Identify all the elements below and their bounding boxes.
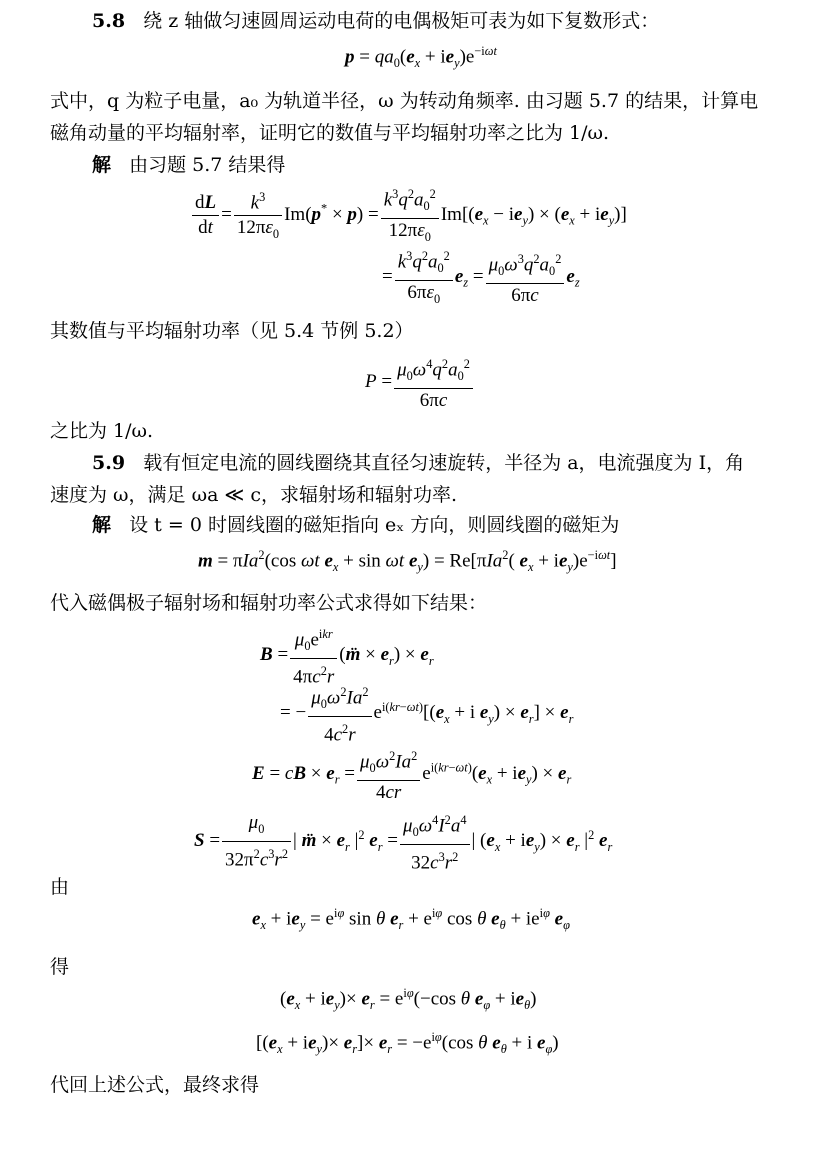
word-you: 由 xyxy=(50,876,70,898)
solution-text: 设 t = 0 时圆线圈的磁矩指向 eₓ 方向，则圆线圈的磁矩为 xyxy=(129,514,620,536)
solution-label: 解 xyxy=(92,514,112,536)
equation-B-line2: = − $\frac{\mu_0\omega^2Ia^2}{4c^2r}$ $e^{i(kr-\omega t)}[(e_x + i$ $e_y) \times e_r] \times e_r$ xyxy=(280,680,573,747)
solution-intro xyxy=(92,512,619,538)
problem-number: 5.8 xyxy=(92,10,126,32)
problem-5-8-statement-line1 xyxy=(92,8,659,34)
equation-E: E = cB × $e_r$ = $\frac{\mu_0\omega^2Ia^2}{4cr}$ $e^{i(kr-\omega t)}(e_x + ie_y) \times e_r$ xyxy=(252,744,571,805)
statement-line3: 代入磁偶极子辐射场和辐射功率公式求得如下结果： xyxy=(50,592,488,614)
statement-line5: 之比为 1/ω. xyxy=(50,420,154,442)
equation-cross-product-1: $(e_x + ie_y)\times e_r = e^{i\varphi}(-\cos$ θ $e_\varphi + ie_\theta$) xyxy=(280,986,537,1013)
equation-cross-product-2: $[(e_x + ie_y)\times e_r]\times e_r = -e^{i\varphi}(\cos$ θ $e_\theta + i$ $e_\varphi$) xyxy=(256,1030,559,1057)
statement-line2: 式中，q 为粒子电量，a₀ 为轨道半径，ω 为转动角频率. 由习题 5.7 的结果，计算电 xyxy=(50,90,759,112)
equation-decomposition: $e_x + ie_y = e^{i\varphi}$ sin θ $e_r + e^{i\varphi}$ cos θ $e_\theta + ie^{i\varphi}$ $e_\varphi$ xyxy=(252,906,570,933)
equation-m: m = πIa$^2$(cos ωt $e_x + \sin \omega t$ $e_y) = Re[\pi Ia^2$( $e_x + ie_y)e^{-i\omega t}$] xyxy=(198,548,617,575)
equation-dLdt-line2: = $\frac{k^3q^2a_0^2}{6\pi\varepsilon_0}$ $e_z$ = $\frac{\mu_0\omega^3q^2a_0^2}{6\pi c}$ $e_z$ xyxy=(382,244,580,311)
solution-intro xyxy=(92,152,285,178)
solution-text: 由习题 5.7 结果得 xyxy=(129,154,286,176)
equation-P: P = $\frac{\mu_0\omega^4q^2a_0^2}{6\pi c}$ xyxy=(365,352,475,413)
equation-dLdt-line1: $\frac{dL}{dt}$ = $\frac{k^3}{12\pi\varepsilon_0}$ Im(p* × p) = $\frac{k^3q^2a_0^2}{12\pi\varepsilon_0}$ $Im[(e_x - ie_y) \times (e_x + ie_y)]$ xyxy=(190,182,627,249)
solution-label: 解 xyxy=(92,154,112,176)
equation-p: $p = qa_0(e_x + ie_y)e^{-i\omega t}$ xyxy=(345,44,497,71)
statement-text: 绕 z 轴做匀速圆周运动电荷的电偶极矩可表为如下复数形式： xyxy=(143,10,660,32)
statement-line4: 其数值与平均辐射功率（见 5.4 节例 5.2） xyxy=(50,320,414,342)
word-de: 得 xyxy=(50,956,70,978)
statement-text: 载有恒定电流的圆线圈绕其直径匀速旋转，半径为 a，电流强度为 I，角 xyxy=(143,452,745,474)
statement-line2: 速度为 ω，满足 ωa ≪ c，求辐射场和辐射功率. xyxy=(50,484,458,506)
equation-B-line1: B = $\frac{\mu_0e^{ikr}}{4\pi c^2r}$ (m̈ × $e_r) \times e_r$ xyxy=(260,622,434,689)
problem-5-9-statement-line1 xyxy=(92,450,744,476)
statement-line3: 磁角动量的平均辐射率，证明它的数值与平均辐射功率之比为 1/ω. xyxy=(50,122,610,144)
problem-number: 5.9 xyxy=(92,452,126,474)
statement-final-line: 代回上述公式，最终求得 xyxy=(50,1074,260,1096)
equation-S: S = $\frac{\mu_0}{32\pi^2c^3r^2}$ | m̈ × $e_r$ $|^2$ $e_r$ = $\frac{\mu_0\omega^4I^2a^4}{32c^3r^2}$ | $(e_x + ie_y) \times e_r$ $|^2$ $e_r$ xyxy=(194,808,612,875)
